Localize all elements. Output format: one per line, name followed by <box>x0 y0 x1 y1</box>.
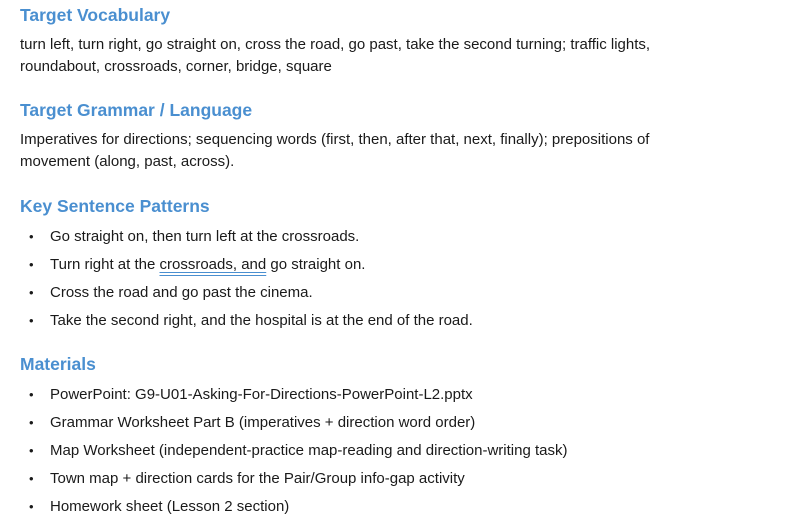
list-item <box>20 381 790 409</box>
heading-key-sentence-patterns: Key Sentence Patterns <box>20 196 210 216</box>
list-item <box>20 493 790 521</box>
bullet-icon: • <box>29 285 34 300</box>
list-item <box>20 279 790 307</box>
bullet-icon: • <box>29 257 34 272</box>
material-text: Grammar Worksheet Part B (imperatives + direction word order) <box>50 414 476 431</box>
list-item <box>20 223 790 251</box>
materials-list <box>20 381 790 521</box>
bullet-icon: • <box>29 471 34 486</box>
bullet-icon: • <box>29 229 34 244</box>
heading-materials: Materials <box>20 354 96 374</box>
pattern-text-end: go straight on. <box>266 256 366 273</box>
bullet-icon: • <box>29 499 34 514</box>
bullet-icon: • <box>29 313 34 328</box>
grammar-paragraph <box>20 129 649 173</box>
bullet-icon: • <box>29 387 34 402</box>
list-item <box>20 465 790 493</box>
heading-target-grammar: Target Grammar / Language <box>20 100 253 120</box>
list-item <box>20 251 790 279</box>
grammar-line-1: Imperatives for directions; sequencing words (first, then, after that, next, finally); prepositions of <box>20 131 650 148</box>
vocabulary-line-1: turn left, turn right, go straight on, cross the road, go past, take the second turning; traffic lights, <box>20 36 651 53</box>
pattern-text: Take the second right, and the hospital is at the end of the road. <box>50 312 473 329</box>
material-text: Map Worksheet (independent-practice map-reading and direction-writing task) <box>50 442 568 459</box>
list-item <box>20 409 790 437</box>
bullet-icon: • <box>29 443 34 458</box>
vocabulary-paragraph <box>20 34 650 78</box>
material-text: PowerPoint: G9-U01-Asking-For-Directions-PowerPoint-L2.pptx <box>50 386 473 403</box>
bullet-icon: • <box>29 415 34 430</box>
pattern-text-start: Turn right at the <box>50 256 160 273</box>
list-item <box>20 437 790 465</box>
material-text: Town map + direction cards for the Pair/Group info-gap activity <box>50 470 465 487</box>
material-text: Homework sheet (Lesson 2 section) <box>50 498 290 515</box>
vocabulary-line-2: roundabout, crossroads, corner, bridge, square <box>20 58 332 75</box>
sentence-patterns-list <box>20 223 790 335</box>
pattern-text: Cross the road and go past the cinema. <box>50 284 313 301</box>
grammar-check-flagged-text[interactable]: crossroads, and <box>159 256 267 273</box>
pattern-text: Go straight on, then turn left at the crossroads. <box>50 228 360 245</box>
heading-target-vocabulary: Target Vocabulary <box>20 5 171 25</box>
grammar-line-2: movement (along, past, across). <box>20 153 235 170</box>
list-item <box>20 307 790 335</box>
